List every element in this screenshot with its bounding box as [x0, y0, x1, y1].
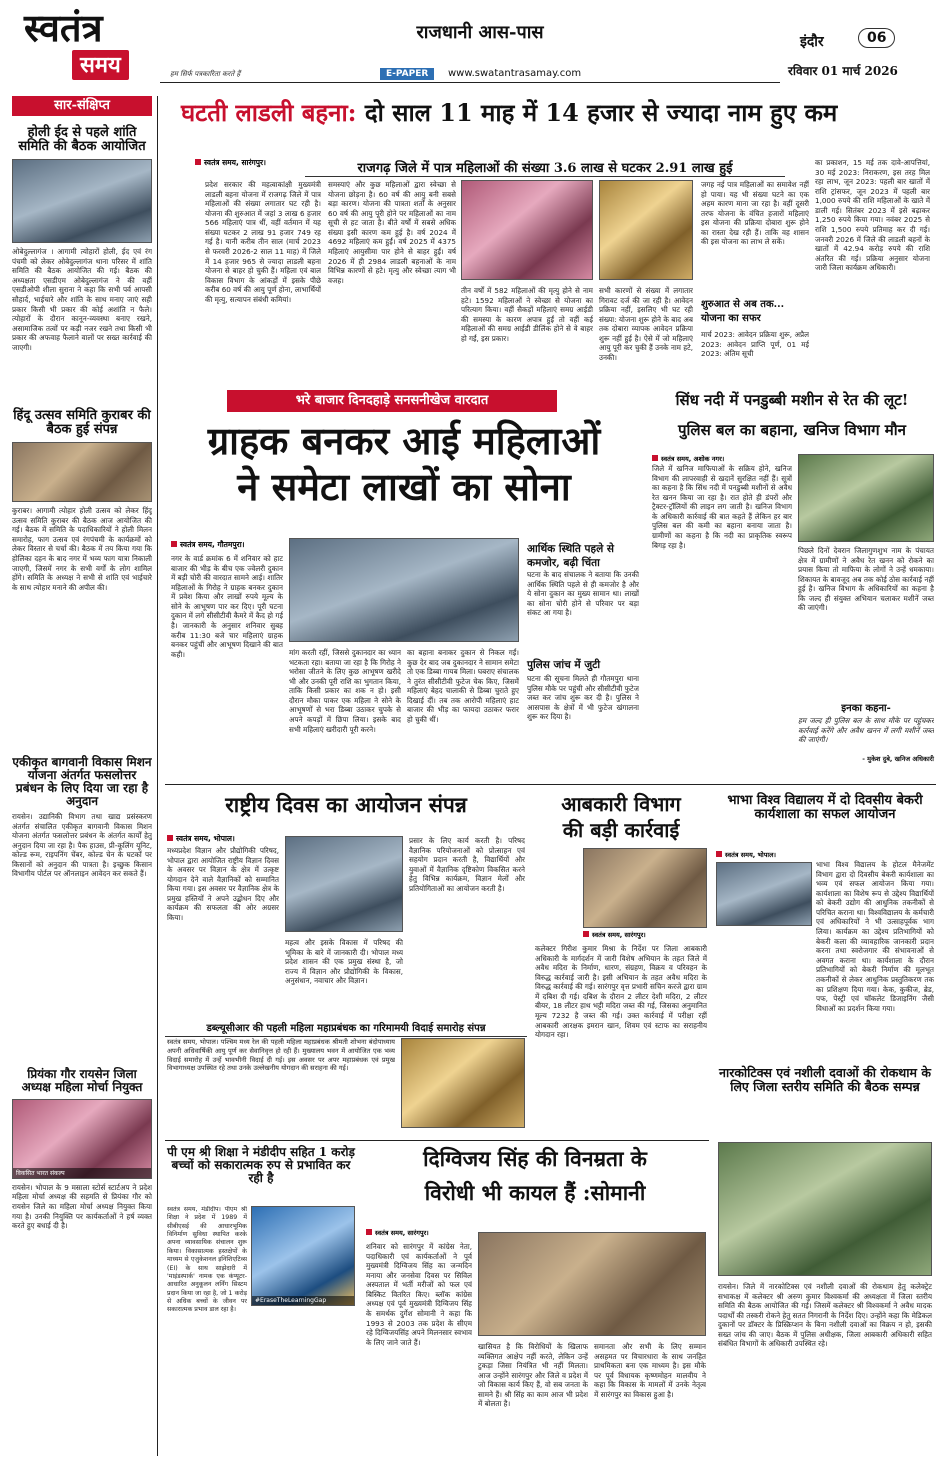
national-headline: राष्ट्रीय दिवस का आयोजन संपन्न [225, 792, 467, 817]
digvijay-byline [366, 1228, 429, 1237]
national-col1: मध्यप्रदेश विज्ञान और प्रौद्योगिकी परिषद, भोपाल द्वारा आयोजित राष्ट्रीय विज्ञान दिवस के अवसर पर विज्ञान के क्षेत्र में उत्कृष्ट योगदान देने वाले वैज्ञानिकों को सम्मानित किया गया। इस अवसर पर वैज्ञानिक क्षेत्र के प्रमुख हस्तियों ने अपने उद्बोधन दिए और कार्यक्रम की सफलता की ओर अग्रसर किया। [167, 846, 279, 923]
divider-row-2 [165, 784, 936, 785]
excise-headline-1: आबकारी विभाग [561, 792, 681, 816]
theft-byline-text: स्वतंत्र समय, गौतमपुरा। [180, 540, 245, 549]
top-col5: जगह नई पात्र महिलाओं का समावेश नहीं हो पाया। यह भी संख्या घटने का एक अहम कारण माना जा रहा है। वहीं दूसरी तरफ योजना के वंचित हजारों महिलाएं इस योजना की प्रक्रिया दोबारा शुरू होने का रास्ता देख रही हैं। ताकि वह शासन की इस योजना का लाभ ले सकें। [701, 180, 809, 247]
digvijay-story [362, 1146, 708, 1458]
sidebar [12, 96, 152, 1458]
sand-byline-text: स्वतंत्र समय, अशोक नगर। [661, 455, 725, 463]
sidebar-s1-photo [12, 159, 152, 243]
bakery-byline-text: स्वतंत्र समय, भोपाल। [725, 851, 776, 859]
bakery-byline [716, 850, 776, 859]
bakery-story [714, 790, 936, 1060]
national-col3: प्रसार के लिए कार्य करती है। परिषद वैज्ञानिक परियोजनाओं को प्रोत्साहन एवं सहयोग प्रदान करती है, विद्यार्थियों और युवाओं में वैज्ञानिक दृष्टिकोण विकसित करने हेतु विभिन्न कार्यक्रम, विज्ञान मेलों और प्रतियोगिताओं का आयोजन करती है। [409, 836, 525, 893]
national-photo [285, 836, 403, 932]
sidebar-s2-title: हिंदू उत्सव समिति कुराबर की बैठक हुई संपन्न [13, 408, 151, 438]
theft-col3: का बहाना बनाकर दुकान से निकल गईं। कुछ देर बाद जब दुकानदार ने सामान समेटा तो एक डिब्बा गायब मिला। घबराए संचालक ने तुरंत सीसीटीवी फुटेज चेक किए, जिसमें महिलाएं बेहद चालाकी से डिब्बा चुराते हुए दिखाई दीं। तब तक आरोपी महिलाएं हाट बाजार की भीड़ का फायदा उठाकर फरार हो चुकी थीं। [407, 648, 519, 725]
sidebar-s2-body: कुराबर। आगामी त्योहार होली उत्सव को लेकर हिंदू उत्सव समिति कुराबर की बैठक आज आयोजित की गई। बैठक में समिति के पदाधिकारियों ने होली मिलन समारोह, फाग उत्सव एवं रंगपंचमी के कार्यक्रमों को लेकर विस्तार से चर्चा की। बैठक में तय किया गया कि होलिका दहन के बाद नगर में भव्य फाग यात्रा निकाली जाएगी, जिसमें नगर के सभी वर्गों के लोग शामिल होंगे। समिति के अध्यक्ष ने सभी से शांति एवं भाईचारे के साथ त्योहार मनाने की अपील की। [12, 506, 152, 592]
sidebar-s2-photo [12, 442, 152, 502]
digvijay-headline-2: विरोधी भी कायल हैं :सोमानी [424, 1180, 646, 1205]
narcotics-headline: नारकोटिक्स एवं नशीली दवाओं की रोकथाम के लिए जिला स्तरीय समिति की बैठक सम्पन्न [719, 1065, 931, 1094]
theft-headline-2: ने समेटा लाखों का सोना [237, 464, 571, 509]
excise-byline [583, 930, 646, 939]
excise-body: कलेक्टर गिरीश कुमार मिश्रा के निर्देश पर जिला आबकारी अधिकारी के मार्गदर्शन में जारी विशेष अभियान के तहत जिले में अवैध मदिरा के निर्माण, धारण, संग्रहण, विक्रय व परिवहन के विरुद्ध कार्रवाई जारी है। इसी अभियान के तहत अवैध मदिरा के विरुद्ध कार्रवाई की गई। सारंगपुर वृत्त प्रभारी सचिन करजे द्वारा ग्राम में दबिश दी गई। दबिश के दौरान 2 लीटर देशी मदिरा, 2 लीटर बीयर, 18 लीटर हाथ भट्टी मदिरा जब्त की गई, जिसका अनुमानित मूल्य 7232 है जब्त की गई। उक्त कार्रवाई में परीक्षा रहीं आबकारी आरक्षक इमरान खान, शिवम एवं स्टाफ का सराहनीय योगदान रहा। [535, 944, 707, 1040]
sand-quote-by: - मुकेश दुबे, खनिज अधिकारी [862, 755, 934, 763]
digvijay-photo [478, 1232, 706, 1336]
national-byline [167, 834, 235, 844]
top-byline [195, 158, 266, 168]
sidebar-s3-body: रायसेन। उद्यानिकी विभाग तथा खाद्य प्रसंस्करण अंतर्गत संचालित एकीकृत बागवानी विकास मिशन योजना अंतर्गत फसलोत्तर प्रबंधन के अंतर्गत कार्यों हेतु अनुदान दिया जा रहा है। पैक हाउस, प्री-कूलिंग यूनिट, कोल्ड रूम, राइपनिंग चेंबर, कोल्ड चेन के घटकों पर किसानों को अनुदान की पात्रता है। इच्छुक किसान विभागीय पोर्टल पर ऑनलाइन आवेदन कर सकते हैं। [12, 811, 152, 879]
theft-byline [171, 540, 245, 550]
theft-sidebox1-title: आर्थिक स्थिति पहले से कमजोर, बढ़ी चिंता [527, 543, 614, 569]
sidebar-header: सार-संक्षिप्त [12, 96, 152, 116]
digvijay-col1: शनिवार को सारंगपुर में कांग्रेस नेता, पदाधिकारी एवं कार्यकर्ताओं ने पूर्व मुख्यमंत्री दिग्विजय सिंह का जन्मदिन मनाया और जनसेवा दिवस पर सिविल अस्पताल में भर्ती मरीजों को फल एवं बिस्किट वितरित किए। ब्लॉक कांग्रेस अध्यक्ष एवं पूर्व मुख्यमंत्री दिग्विजय सिंह के समर्थक दुर्गेश सोमानी ने कहा कि 1993 से 2003 तक प्रदेश के सीएम रहे दिग्विजयसिंह अपने मिलनसार स्वभाव के लिए जाने जाते हैं। [366, 1242, 472, 1347]
top-col6: का प्रकाशन, 15 मई तक दावे-आपत्तियां, 30 मई 2023: निराकरण, इस तरह मिल रहा लाभ, जून 2023: पहली बार खातों में राशि ट्रांसफर, जून 2023 में पहली बार 1,000 रुपये की राशि महिलाओं के खाते में डाली गई। सितंबर 2023 में इसे बढ़ाकर 1,250 रुपये किया गया। नवंबर 2025 से राशि 1,500 रुपये प्रतिमाह कर दी गई। जनवरी 2026 में जिले की लाडली बहनों के खातों में 42.94 करोड़ रुपये की राशि अंतरित की गई। प्रक्रिया अनुसार योजना जारी जिला कार्यक्रम अधिकारी। [815, 158, 930, 273]
sand-col1: जिले में खनिज माफियाओं के सक्रिय होने, खनिज विभाग की लापरवाही से खदानें सुरक्षित नहीं हैं। सूत्रों का कहना है कि सिंध नदी में पनडुब्बी मशीनों से अवैध रेत खनन किया जा रहा है। रात होते ही डंपरों और ट्रैक्टर-ट्रॉलियों की लाइन लग जाती है। खनिज विभाग के अधिकारी कार्रवाई की बात कहते हैं लेकिन हर बार पुलिस बल की कमी का बहाना बनाया जाता है। ग्रामीणों का कहना है कि नदी का प्राकृतिक स्वरूप बिगड़ रहा है। [652, 464, 792, 550]
top-headline [165, 96, 935, 130]
sidebar-s4-photo [12, 1099, 152, 1179]
pm-shri-photo [251, 1206, 355, 1306]
sand-story [648, 390, 936, 776]
theft-sidebox2-title: पुलिस जांच में जुटी [527, 659, 601, 671]
masthead [0, 0, 945, 92]
pm-shri-headline: पी एम श्री शिक्षा ने मंडीदीप सहित 1 करोड़ बच्चों को सकारात्मक रुप से प्रभावित कर रही है [167, 1145, 355, 1185]
date: रविवार 01 मार्च 2026 [788, 64, 898, 78]
sand-col2: पिछले दिनों देवरान जिलागुणशुभ नाम के पंचायत क्षेत्र में ग्रामीणों ने अवैध रेत खनन को रोकने का प्रयास किया तो माफिया के लोगों ने उन्हें धमकाया। शिकायत के बावजूद अब तक कोई ठोस कार्रवाई नहीं हुई है। खनिज विभाग के अधिकारियों का कहना है कि जल्द ही संयुक्त अभियान चलाकर मशीनें जब्त की जाएंगी। [798, 546, 934, 613]
bakery-body: भाभा विश्व विद्यालय के होटल मैनेजमेंट विभाग द्वारा दो दिवसीय बेकरी कार्यशाला का भव्य एवं सफल आयोजन किया गया। कार्यशाला का विशेष रूप से उद्देश्य विद्यार्थियों को बेकरी उद्योग की आधुनिक तकनीकों से परिचित कराना था। विश्वविद्यालय के कर्मचारी एवं अधिकारियों ने भी उत्साहपूर्वक भाग लिया। कार्यक्रम का उद्देश्य प्रतिभागियों को बेकरी कला की व्यावहारिक जानकारी प्रदान करना तथा स्वरोजगार की संभावनाओं से अवगत कराना था। कार्यशाला के दौरान प्रतिभागियों को बेकरी निर्माण की मूलभूत तकनीकों से लेकर आधुनिक प्रस्तुतिकरण तक का प्रशिक्षण दिया गया। केक, कुकीज, ब्रेड, पफ, पेस्ट्री एवं चॉकलेट डिजाइनिंग जैसी विधाओं का प्रदर्शन किया गया। [816, 860, 934, 1013]
top-subhead: राजगढ़ जिले में पात्र महिलाओं की संख्या 3.6 लाख से घटकर 2.91 लाख हुई [305, 158, 785, 177]
top-box-text: मार्च 2023: आवेदन प्रक्रिया शुरू, अप्रैल 2023: आवेदन प्राप्ति पूर्ण, 01 मई 2023: अंतिम सूची [701, 330, 809, 359]
theft-col1: नगर के वार्ड क्रमांक 6 में शनिवार को हाट बाजार की भीड़ के बीच एक ज्वेलरी दुकान में बड़ी चोरी की वारदात सामने आई। शातिर महिलाओं के गिरोह ने ग्राहक बनकर दुकान में प्रवेश किया और लाखों रुपये मूल्य के सोने के आभूषण पार कर दिए। पूरी घटना दुकान में लगे सीसीटीवी कैमरे में कैद हो गई है। जानकारी के अनुसार शनिवार सुबह करीब 11:30 बजे चार महिलाएं ग्राहक बनकर पहुंचीं और आभूषण दिखाने की बात कही। [171, 554, 283, 659]
national-day-story [165, 790, 527, 1016]
narcotics-story [714, 1064, 936, 1458]
wr-body: स्वतंत्र समय, भोपाल। पश्चिम मध्य रेल की पहली महिला महाप्रबंधक श्रीमती शोभना बंदोपाध्याय अपनी अधिवार्षिकी आयु पूर्ण कर सेवानिवृत्त हो रही हैं। मुख्यालय भवन में आयोजित एक भव्य विदाई समारोह में उन्हें भावभीनी विदाई दी गई। इस अवसर पर अपर महाप्रबंधक एवं प्रमुख विभागाध्यक्ष उपस्थित रहे तथा उनके उल्लेखनीय योगदान की सराहना की गई। [167, 1038, 395, 1073]
theft-photo [289, 538, 519, 642]
sidebar-s3-title: एकीकृत बागवानी विकास मिशन योजना अंतर्गत फसलोत्तर प्रबंधन के लिए दिया जा रहा है अनुदान [12, 755, 152, 808]
theft-headline-1: ग्राहक बनकर आई महिलाओं [207, 418, 601, 463]
sidebar-s1-body: ओबेदुल्लागंज । आगामी त्योहारों होली, ईद एवं रंग पंचमी को लेकर ओबेदुल्लागंज थाना परिसर में शांति समिति की बैठक आयोजित की गई। बैठक की अध्यक्षता एसडीएम ओबेदुल्लागंज ने की वहीं एसडीओपी शीला सुराना ने कहा कि सभी पर्व आपसी सौहार्द, भाईचारे और शांति के साथ मनाए जाएं सही प्रकार किसी भी प्रकार की कोई अशांति न फैले। त्योहारों के दौरान कानून-व्यवस्था बनाए रखने, असामाजिक तत्वों पर कड़ी नजर रखने तथा किसी भी प्रकार की अफवाह फैलाने वालों पर सख्त कार्रवाई की जाएगी। [12, 247, 152, 352]
sidebar-s1-title: होली ईद से पहले शांति समिति की बैठक आयोजित [18, 125, 146, 155]
top-col1: प्रदेश सरकार की महत्वाकांक्षी मुख्यमंत्री लाडली बहना योजना में राजगढ़ जिले में पात्र महिलाओं की संख्या लगातार घट रही है। योजना की शुरुआत में जहां 3 लाख 6 हजार 566 महिलाएं पात्र थीं, वहीं वर्तमान में यह संख्या घटकर 2 लाख 91 हजार 749 रह गई है। यानी करीब तीन साल (मार्च 2023 से फरवरी 2026-2 साल 11 माह) में जिले में 14 हजार 965 से ज्यादा लाडली बहना योजना से बाहर हो चुकी हैं। महिला एवं बाल विकास विभाग के आंकड़ों में इसके पीछे करीब 60 वर्ष की आयु पूर्ण होना, लाभार्थियों की मृत्यु, सत्यापन संबंधी कमियां। [205, 180, 321, 304]
theft-sidebox1-text: घटना के बाद संचालक ने बताया कि उनकी आर्थिक स्थिति पहले से ही कमजोर है और ये सोना दुकान का मुख्य सामान था। लाखों का सोना चोरी होने से परिवार पर बड़ा संकट आ गया है। [527, 570, 639, 618]
top-story [165, 96, 935, 386]
epaper-badge[interactable]: E-PAPER [380, 68, 434, 80]
wr-headline: डब्ल्यूसीआर की पहली महिला महाप्रबंधक का गरिमामयी विदाई समारोह संपन्न [165, 1020, 527, 1037]
theft-sidebox2-text: घटना की सूचना मिलते ही गौतमपुरा थाना पुलिस मौके पर पहुंची और सीसीटीवी फुटेज जब्त कर जांच शुरू कर दी है। पुलिस ने आसपास के क्षेत्रों में भी फुटेज खंगालना शुरू कर दिया है। [527, 674, 639, 722]
top-headline-red: घटती लाडली बहना: [181, 98, 357, 127]
digvijay-headline-1: दिग्विजय सिंह की विनम्रता के [423, 1146, 647, 1171]
wr-photo [401, 1038, 525, 1128]
theft-kicker: भरे बाजार दिनदहाड़े सनसनीखेज वारदात [227, 390, 557, 412]
page-number: 06 [858, 28, 895, 48]
pm-shri-story [165, 1146, 357, 1458]
narcotics-photo [718, 1142, 932, 1276]
digvijay-col3: समानता और सभी के लिए सम्मान असहमत पर विचारधारा के साथ जनहित प्राथमिकता बना एक माध्यम है। इस मौके पर पूर्व विधायक कृष्णमोहन मालवीय ने कहा कि विकास के मामलों में उनके नेतृत्व में सारंगपुर का विकास हुआ है। [594, 1342, 706, 1399]
top-photo-2 [599, 180, 693, 280]
excise-story [533, 790, 709, 1138]
section-title: राजधानी आस-पास [416, 22, 544, 43]
sand-headline-2: पुलिस बल का बहाना, खनिज विभाग मौन [678, 421, 906, 439]
divider-row-3 [165, 1140, 709, 1141]
city-label: इंदौर [800, 34, 824, 50]
top-byline-text: स्वतंत्र समय, सारंगपुर। [204, 158, 266, 167]
narcotics-body: रायसेन। जिले में नारकोटिक्स एवं नशीली दवाओं की रोकथाम हेतु कलेक्ट्रेट सभाकक्ष में कलेक्टर श्री अरुण कुमार विश्वकर्मा की अध्यक्षता में जिला स्तरीय समिति की बैठक आयोजित की गई। जिसमें कलेक्टर श्री विश्वकर्मा ने अवैध मादक पदार्थों की तस्करी रोकने हेतु सतत निगरानी के निर्देश दिए। उन्होंने कहा कि मेडिकल दुकानों पर डॉक्टर के प्रिस्क्रिप्शन के बिना नशीली दवाओं का विक्रय न हो, इसकी सख्त जांच की जाए। बैठक में पुलिस अधीक्षक, जिला आबकारी अधिकारी सहित संबंधित विभागों के अधिकारी उपस्थित रहे। [718, 1282, 932, 1349]
pm-shri-body: स्वतंत्र समय, मंडीदीप। पीएम श्री शिक्षा ने प्रदेश में 1989 में सीबीएसई की आधारभूमिक विनिर्माण सुविधा स्थापित करके अपना व्यावसायिक संचालन शुरू किया। विकासात्मक हस्तक्षेपों के माध्यम से एजुकेशनल इनिशिएटिव्स (EI) के साथ साझेदारी में 'माइंडस्पार्क' नामक एक कंप्यूटर-आधारित अनुकूलन लर्निंग सिस्टम प्रदान किया जा रहा है, जो 1 करोड़ से अधिक बच्चों के जीवन पर सकारात्मक प्रभाव डाल रहा है। [167, 1206, 247, 1314]
theft-col2: मांग करती रहीं, जिससे दुकानदार का ध्यान भटकता रहा। बताया जा रहा है कि गिरोह ने भरोसा जीतने के लिए कुछ आभूषण खरीदे भी और उनकी पूरी राशि का भुगतान किया, ताकि किसी प्रकार का शक न हो। इसी दौरान मौका पाकर एक महिला ने सोने के आभूषणों से भरा डिब्बा उठाकर चुपके से अपने कपड़ों में छिपा लिया। इसके बाद सभी महिलाएं खरीदारी पूरी करने। [289, 648, 401, 734]
sidebar-s4-caption: विकसित भारत संकल्प [13, 1168, 151, 1178]
sidebar-s4-title: प्रियंका गौर रायसेन जिला अध्यक्ष महिला मोर्चा नियुक्त [21, 1066, 143, 1094]
website-link[interactable]: www.swatantrasamay.com [448, 68, 582, 79]
excise-photo [583, 848, 707, 928]
wr-story [165, 1020, 527, 1132]
logo [24, 6, 154, 86]
sand-quote-title: इनका कहना- [841, 703, 891, 714]
theft-story [165, 390, 643, 776]
sidebar-divider [157, 96, 158, 1456]
top-col4: सभी कारणों से संख्या में लगातार गिरावट दर्ज की जा रही है। आवेदन प्रक्रिया नहीं, इसलिए भी घट रही संख्या: योजना शुरू होने के बाद अब तक दोबारा व्यापक आवेदन प्रक्रिया शुरू नहीं हुई है। ऐसे में जो महिलाएं आयु पूरी कर चुकी हैं उनके नाम हटे, उनकी। [599, 286, 693, 363]
tagline: हम सिर्फ पत्रकारिता करते हैं [170, 70, 241, 78]
top-col3: तीन वर्षों में 582 महिलाओं की मृत्यु होने से नाम हटे। 1592 महिलाओं ने स्वेच्छा से योजना का परित्याग किया। वहीं सैकड़ों महिलाएं समग्र आईडी की समस्या के कारण अपात्र हुईं तो वहीं कई महिलाओं की समग्र आईडी डीलिंक होने से वे बाहर हो गईं, इस प्रकार। [461, 286, 593, 343]
national-byline-text: स्वतंत्र समय, भोपाल। [176, 834, 235, 843]
sand-photo [798, 454, 934, 542]
sand-byline [652, 454, 724, 463]
masthead-rule [160, 82, 780, 83]
excise-headline-2: की बड़ी कार्रवाई [562, 818, 680, 842]
top-box-title: शुरुआत से अब तक... योजना का सफर [701, 299, 785, 324]
top-col2: समस्याएं और कुछ महिलाओं द्वारा स्वेच्छा से योजना छोड़ना है। 60 वर्ष की आयु बनी सबसे बड़ा कारण। योजना की पात्रता शर्तों के अनुसार 60 वर्ष की आयु पूरी होने पर महिलाओं का नाम सूची से हट जाता है। बीते वर्षों में सबसे अधिक संख्या इसी कारण कम हुई है। वर्ष 2024 में 4692 महिलाएं कम हुईं। वर्ष 2025 में 4375 महिलाएं आयुसीमा पार होने से बाहर हुईं। वर्ष 2026 में ही 2984 लाडली बहनाओं के नाम विभिन्न कारणों से हटे। मृत्यु और स्वेच्छा त्याग भी वजह। [328, 180, 456, 285]
sidebar-s4-body: रायसेन। भोपाल के 9 मसाला स्टोर्स स्टार्टअप ने प्रदेश महिला मोर्चा अध्यक्ष की सहमति से प्रियंका गौर को रायसेन जिले का महिला मोर्चा अध्यक्ष नियुक्त किया गया है। उनकी नियुक्ति पर कार्यकर्ताओं ने हर्ष व्यक्त करते हुए बधाई दी है। [12, 1182, 152, 1231]
bakery-headline: भाभा विश्व विद्यालय में दो दिवसीय बेकरी कार्यशाला का सफल आयोजन [727, 793, 923, 823]
digvijay-col2: खासियत है कि विरोधियों के खिलाफ व्यक्तिगत आक्षेप नहीं करते, लेकिन उन्हें टुकड़ा जिसा नियंत्रित भी नहीं मिलता। आज उन्होंने सारंगपुर और जिले व प्रदेश में जो विकास कार्य किए हैं, वो सब जनता के सामने हैं। श्री सिंह का काम आज भी प्रदेश में बोलता है। [478, 1342, 588, 1409]
bakery-photo [716, 862, 812, 926]
sand-headline-1: सिंध नदी में पनडुब्बी मशीन से रेत की लूट! [675, 391, 909, 409]
top-headline-black: दो साल 11 माह में 14 हजार से ज्यादा नाम हुए कम [364, 98, 838, 127]
top-photo [461, 180, 593, 280]
excise-byline-text: स्वतंत्र समय, सारंगपुर। [592, 931, 646, 939]
logo-top: स्वतंत्र [24, 5, 103, 50]
digvijay-byline-text: स्वतंत्र समय, सारंगपुर। [375, 1229, 429, 1237]
logo-bottom: समय [72, 50, 129, 80]
pm-shri-photo-caption: #EraseTheLearningGap [252, 1296, 354, 1305]
sand-quote-text: हम जल्द ही पुलिस बल के साथ मौके पर पहुंचकर कार्रवाई करेंगे और अवैध खनन में लगी मशीनें जब्त की जाएंगी। [798, 716, 934, 745]
national-col2: महत्व और इसके विकास में परिषद की भूमिका के बारे में जानकारी दी। भोपाल मध्य प्रदेश शासन की एक प्रमुख संस्था है, जो राज्य में विज्ञान और प्रौद्योगिकी के विकास, अनुसंधान, नवाचार और विज्ञान। [285, 938, 403, 986]
